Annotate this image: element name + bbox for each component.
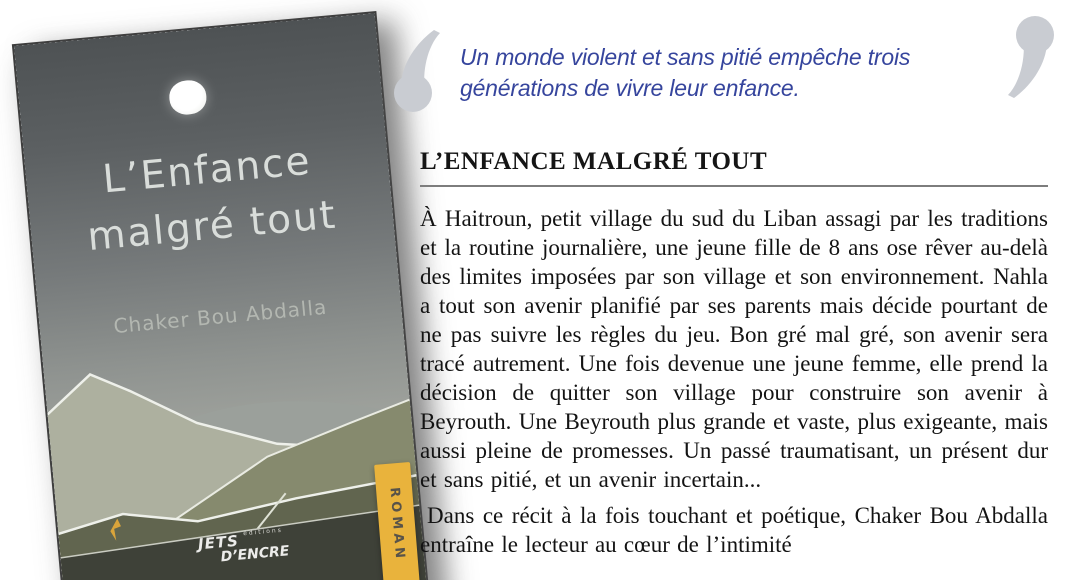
quote-text: Un monde violent et sans pitié empêche trois générations de vivre leur enfance.	[460, 44, 911, 101]
heading-divider	[420, 185, 1048, 187]
pull-quote	[420, 42, 1048, 112]
book-author: Chaker Bou Abdalla	[112, 294, 329, 339]
synopsis-paragraph: À Haitroun, petit village du sud du Liban assagi par les traditions et la routine journalière, une jeune fille de 8 ans ose rêver au-delà des limites imposées par son village et son environnement. Nahla a tout son avenir planifié par ses parents mais décide pourtant de ne pas suivre les règles du jeu. Bon gré mal gré, son avenir sera tracé autrement. Une fois devenue une jeune femme, elle prend la décision de quitter son village pour construire son avenir à Beyrouth. Une Beyrouth plus grande et vaste, plus exigeante, mais aussi pleine de promesses. Un passé traumatisant, un présent dur et sans pitié, et un avenir incertain...	[420, 206, 1048, 492]
genre-badge-label: ROMAN	[386, 486, 408, 563]
article	[420, 0, 1048, 559]
publisher-name-bottom: D’ENCRE	[220, 542, 291, 566]
publisher-editions-label: éditions	[242, 526, 284, 538]
book-cover	[14, 13, 429, 580]
author-note-paragraph: Dans ce récit à la fois touchant et poétique, Chaker Bou Abdalla entraîne le lecteur au cœur de l’intimité	[420, 503, 1048, 557]
close-quote-icon	[1004, 14, 1054, 103]
open-quote-icon	[394, 30, 444, 119]
book-title: L’Enfance malgré tout	[85, 138, 339, 261]
article-title: L’ENFANCE MALGRÉ TOUT	[420, 148, 768, 175]
moon-icon	[168, 79, 208, 116]
publisher-name-top: JETS	[197, 531, 240, 554]
